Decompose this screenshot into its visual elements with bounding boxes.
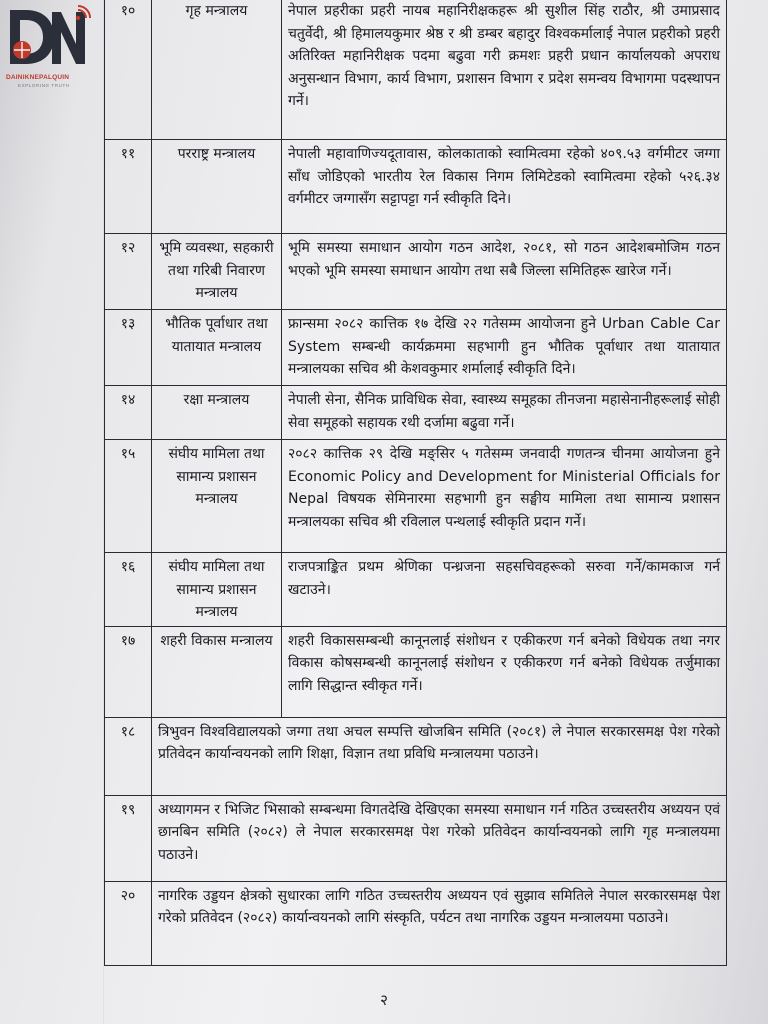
table-row bbox=[105, 310, 727, 386]
table-row bbox=[105, 0, 727, 140]
table-row bbox=[105, 386, 727, 440]
ministry-cell: भौतिक पूर्वाधार तथा यातायात मन्त्रालय bbox=[152, 310, 282, 386]
ministry-cell: संघीय मामिला तथा सामान्य प्रशासन मन्त्रालय bbox=[152, 440, 282, 553]
logo-brand-text: DAINIKNEPALQUIN bbox=[6, 74, 70, 81]
row-number: १६ bbox=[105, 553, 152, 627]
row-number: १३ bbox=[105, 310, 152, 386]
decision-text: नागरिक उड्डयन क्षेत्रको सुधारका लागि गठित उच्चस्तरीय अध्ययन एवं सुझाव समितिले नेपाल सरकारसमक्ष पेश गरेको प्रतिवेदन (२०८२) कार्यान्वयनको लागि संस्कृति, पर्यटन तथा नागरिक उड्डयन मन्त्रालयमा पठाउने। bbox=[152, 881, 727, 965]
table-row bbox=[105, 234, 727, 310]
ministry-cell: रक्षा मन्त्रालय bbox=[152, 386, 282, 440]
decision-text: २०८२ कात्तिक २९ देखि मङ्सिर ५ गतेसम्म जनवादी गणतन्त्र चीनमा आयोजना हुने Economic Policy and Development for Ministerial Officials for Nepal विषयक सेमिनारमा सहभागी हुन सङ्घीय मामिला तथा सामान्य प्रशासन मन्त्रालयका सचिव श्री रविलाल पन्थलाई स्वीकृति प्रदान गर्ने। bbox=[282, 440, 727, 553]
row-number: १९ bbox=[105, 795, 152, 881]
decision-text: भूमि समस्या समाधान आयोग गठन आदेश, २०८१, सो गठन आदेशबमोजिम गठन भएको भूमि समस्या समाधान आयोग तथा सबै जिल्ला समितिहरू खारेज गर्ने। bbox=[282, 234, 727, 310]
decisions-table bbox=[104, 0, 727, 966]
decision-text: त्रिभुवन विश्वविद्यालयको जग्गा तथा अचल सम्पत्ति खोजबिन समिति (२०८१) ले नेपाल सरकारसमक्ष पेश गरेको प्रतिवेदन कार्यान्वयनको लागि शिक्षा, विज्ञान तथा प्रविधि मन्त्रालयमा पठाउने। bbox=[152, 717, 727, 795]
row-number: १८ bbox=[105, 717, 152, 795]
row-number: १४ bbox=[105, 386, 152, 440]
ministry-cell: संघीय मामिला तथा सामान्य प्रशासन मन्त्रालय bbox=[152, 553, 282, 627]
row-number: १७ bbox=[105, 626, 152, 717]
row-number: ११ bbox=[105, 140, 152, 234]
ministry-cell: शहरी विकास मन्त्रालय bbox=[152, 626, 282, 717]
logo-tagline: EXPLORING TRUTH bbox=[18, 83, 70, 88]
table-row bbox=[105, 440, 727, 553]
table-row bbox=[105, 881, 727, 965]
table-row bbox=[105, 140, 727, 234]
ministry-cell: भूमि व्यवस्था, सहकारी तथा गरिबी निवारण मन्त्रालय bbox=[152, 234, 282, 310]
row-number: १२ bbox=[105, 234, 152, 310]
ministry-cell: परराष्ट्र मन्त्रालय bbox=[152, 140, 282, 234]
page-number: २ bbox=[380, 991, 388, 1009]
logo-mark-icon bbox=[4, 4, 94, 74]
table-row bbox=[105, 626, 727, 717]
decision-text: राजपत्राङ्कित प्रथम श्रेणिका पन्ध्रजना सहसचिवहरूको सरुवा गर्ने/कामकाज गर्न खटाउने। bbox=[282, 553, 727, 627]
decision-text: नेपाल प्रहरीका प्रहरी नायब महानिरीक्षकहरू श्री सुशील सिंह राठौर, श्री उमाप्रसाद चतुर्वेदी, श्री हिमालयकुमार श्रेष्ठ र श्री डम्बर बहादुर विश्वकर्मालाई नेपाल प्रहरीको प्रहरी अतिरिक्त महानिरीक्षक पदमा बढुवा गरी क्रमशः प्रहरी प्रधान कार्यालयको अपराध अनुसन्धान विभाग, कार्य विभाग, प्रशासन विभाग र प्रदेश समन्वय विभागमा पदस्थापन गर्ने। bbox=[282, 0, 727, 140]
row-number: २० bbox=[105, 881, 152, 965]
decision-text: फ्रान्समा २०८२ कात्तिक १७ देखि २२ गतेसम्म आयोजना हुने Urban Cable Car System सम्बन्धी कार्यक्रममा सहभागी हुन भौतिक पूर्वाधार तथा यातायात मन्त्रालयका सचिव श्री केशवकुमार शर्मालाई स्वीकृति दिने। bbox=[282, 310, 727, 386]
ministry-cell: गृह मन्त्रालय bbox=[152, 0, 282, 140]
decision-text: नेपाली महावाणिज्यदूतावास, कोलकाताको स्वामित्वमा रहेको ४०९.५३ वर्गमीटर जग्गा साँध जोडिएको भारतीय रेल विकास निगम लिमिटेडको स्वामित्वमा रहेको ५२६.३४ वर्गमीटर जग्गासँग सट्टापट्टा गर्न स्वीकृति दिने। bbox=[282, 140, 727, 234]
row-number: १० bbox=[105, 0, 152, 140]
decision-text: नेपाली सेना, सैनिक प्राविधिक सेवा, स्वास्थ्य समूहका तीनजना महासेनानीहरूलाई सोही सेवा समूहको सहायक रथी दर्जामा बढुवा गर्ने। bbox=[282, 386, 727, 440]
decision-text: अध्यागमन र भिजिट भिसाको सम्बन्धमा विगतदेखि देखिएका समस्या समाधान गर्न गठित उच्चस्तरीय अध्ययन एवं छानबिन समिति (२०८२) ले नेपाल सरकारसमक्ष पेश गरेको प्रतिवेदन कार्यान्वयनको लागि गृह मन्त्रालयमा पठाउने। bbox=[152, 795, 727, 881]
site-logo bbox=[4, 4, 94, 94]
table-row bbox=[105, 717, 727, 795]
row-number: १५ bbox=[105, 440, 152, 553]
table-row bbox=[105, 795, 727, 881]
decision-text: शहरी विकाससम्बन्धी कानूनलाई संशोधन र एकीकरण गर्न बनेको विधेयक तथा नगर विकास कोषसम्बन्धी कानूनलाई संशोधन र एकीकरण गर्न बनेको विधेयक तर्जुमाका लागि सिद्धान्त स्वीकृत गर्ने। bbox=[282, 626, 727, 717]
table-row bbox=[105, 553, 727, 627]
